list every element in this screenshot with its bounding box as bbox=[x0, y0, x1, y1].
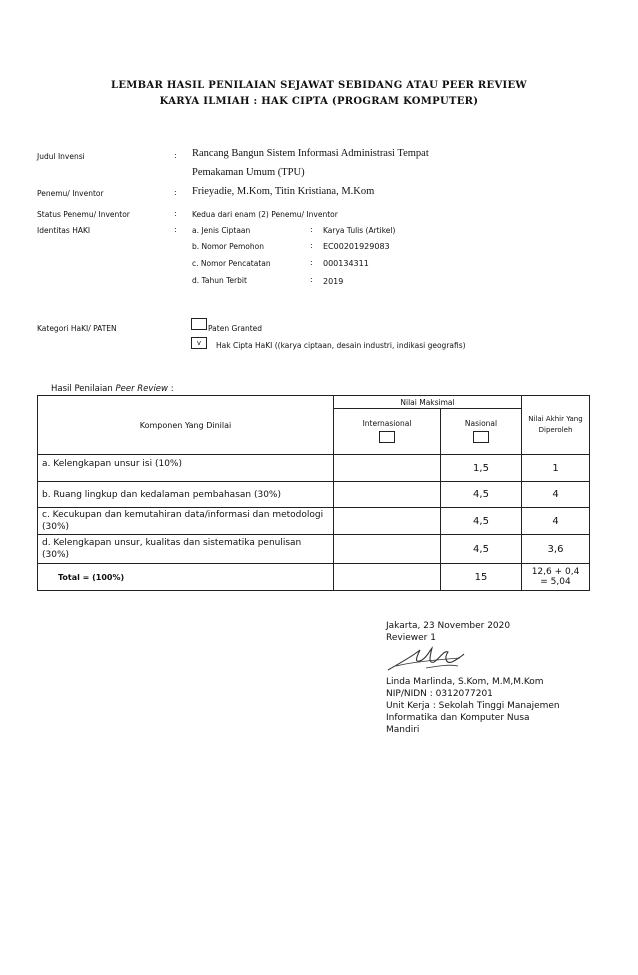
row-max: 4,5 bbox=[441, 535, 522, 564]
row-int-cell bbox=[334, 508, 441, 535]
sign-name: Linda Marlinda, S.Kom, M.M,M.Kom bbox=[386, 677, 544, 687]
haki-item-label: b. Nomor Pemohon bbox=[192, 242, 264, 251]
row-int-cell bbox=[334, 535, 441, 564]
table-row bbox=[38, 508, 590, 535]
doc-title-line2: KARYA ILMIAH : HAK CIPTA (PROGRAM KOMPUTER) bbox=[159, 96, 479, 107]
status-value: Kedua dari enam (2) Penemu/ Inventor bbox=[192, 210, 338, 219]
row-int-cell bbox=[334, 455, 441, 482]
colon: : bbox=[310, 258, 313, 267]
row-label: b. Ruang lingkup dan kedalaman pembahasan (30%) bbox=[38, 482, 334, 508]
haki-item-value: EC00201929083 bbox=[323, 242, 390, 251]
col-int-label: Internasional bbox=[362, 418, 412, 428]
col-nas-label: Nasional bbox=[464, 418, 498, 428]
row-max: 1,5 bbox=[441, 455, 522, 482]
row-final: 3,6 bbox=[522, 535, 590, 564]
colon: : bbox=[310, 275, 313, 284]
sign-unit-line3: Mandiri bbox=[386, 725, 420, 735]
row-final: 4 bbox=[522, 508, 590, 535]
total-label: Total = (100%) bbox=[38, 564, 334, 591]
haki-item-label: d. Tahun Terbit bbox=[192, 276, 247, 285]
col-final-header: Nilai Akhir Yang Diperoleh bbox=[522, 396, 590, 455]
sign-unit-line2: Informatika dan Komputer Nusa bbox=[386, 713, 530, 723]
col-int-header bbox=[334, 409, 441, 455]
col-component-header: Komponen Yang Dinilai bbox=[38, 396, 334, 455]
sign-reviewer: Reviewer 1 bbox=[386, 633, 436, 643]
row-int-cell bbox=[334, 482, 441, 508]
doc-title-line1: LEMBAR HASIL PENILAIAN SEJAWAT SEBIDANG ATAU PEER REVIEW bbox=[111, 80, 527, 91]
colon: : bbox=[174, 209, 177, 218]
haki-item-value: Karya Tulis (Artikel) bbox=[323, 226, 396, 235]
col-max-header: Nilai Maksimal bbox=[334, 396, 522, 409]
total-final-line1: 12,6 + 0,4 bbox=[531, 567, 580, 577]
judul-label: Judul Invensi bbox=[37, 152, 85, 161]
total-row bbox=[38, 564, 590, 591]
hak-cipta-label: Hak Cipta HaKI ((karya ciptaan, desain industri, indikasi geografis) bbox=[216, 341, 466, 350]
table-row bbox=[38, 535, 590, 564]
signature-scribble-icon bbox=[386, 644, 468, 674]
results-caption-italic: Peer Review bbox=[115, 384, 168, 394]
judul-value-line2: Pemakaman Umum (TPU) bbox=[192, 167, 305, 178]
table-row bbox=[38, 455, 590, 482]
kategori-label: Kategori HaKI/ PATEN bbox=[37, 324, 117, 333]
sign-unit-line1: Unit Kerja : Sekolah Tinggi Manajemen bbox=[386, 701, 560, 711]
haki-item-label: a. Jenis Ciptaan bbox=[192, 226, 251, 235]
judul-value-line1: Rancang Bangun Sistem Informasi Administrasi Tempat bbox=[192, 148, 429, 159]
int-checkbox[interactable] bbox=[379, 431, 395, 443]
row-label: a. Kelengkapan unsur isi (10%) bbox=[38, 455, 334, 482]
row-final: 1 bbox=[522, 455, 590, 482]
haki-item-value: 000134311 bbox=[323, 259, 369, 268]
haki-item-value: 2019 bbox=[323, 277, 344, 286]
row-final: 4 bbox=[522, 482, 590, 508]
hak-cipta-checkbox[interactable]: v bbox=[191, 337, 207, 349]
status-label: Status Penemu/ Inventor bbox=[37, 210, 130, 219]
row-label: c. Kecukupan dan kemutahiran data/informasi dan metodologi (30%) bbox=[38, 508, 334, 535]
colon: : bbox=[174, 151, 177, 160]
haki-item-label: c. Nomor Pencatatan bbox=[192, 259, 271, 268]
total-max: 15 bbox=[441, 564, 522, 591]
total-final-line2: = 5,04 bbox=[540, 577, 571, 587]
results-caption-suffix: : bbox=[168, 384, 174, 394]
penemu-label: Penemu/ Inventor bbox=[37, 189, 104, 198]
row-max: 4,5 bbox=[441, 482, 522, 508]
row-max: 4,5 bbox=[441, 508, 522, 535]
table-row bbox=[38, 482, 590, 508]
colon: : bbox=[310, 225, 313, 234]
results-caption-prefix: Hasil Penilaian bbox=[51, 384, 116, 394]
total-int-cell bbox=[334, 564, 441, 591]
assessment-table bbox=[37, 395, 590, 591]
sign-place-date: Jakarta, 23 November 2020 bbox=[386, 621, 511, 631]
colon: : bbox=[310, 241, 313, 250]
paten-granted-checkbox[interactable] bbox=[191, 318, 207, 330]
paten-granted-label: Paten Granted bbox=[208, 324, 263, 333]
colon: : bbox=[174, 225, 177, 234]
sign-nip: NIP/NIDN : 0312077201 bbox=[386, 689, 493, 699]
results-caption bbox=[51, 384, 174, 394]
col-nas-header bbox=[441, 409, 522, 455]
row-label: d. Kelengkapan unsur, kualitas dan sistematika penulisan (30%) bbox=[38, 535, 334, 564]
haki-label: Identitas HAKI bbox=[37, 226, 91, 235]
nas-checkbox[interactable] bbox=[473, 431, 489, 443]
penemu-value: Frieyadie, M.Kom, Titin Kristiana, M.Kom bbox=[192, 186, 375, 197]
colon: : bbox=[174, 188, 177, 197]
total-final bbox=[522, 564, 590, 591]
